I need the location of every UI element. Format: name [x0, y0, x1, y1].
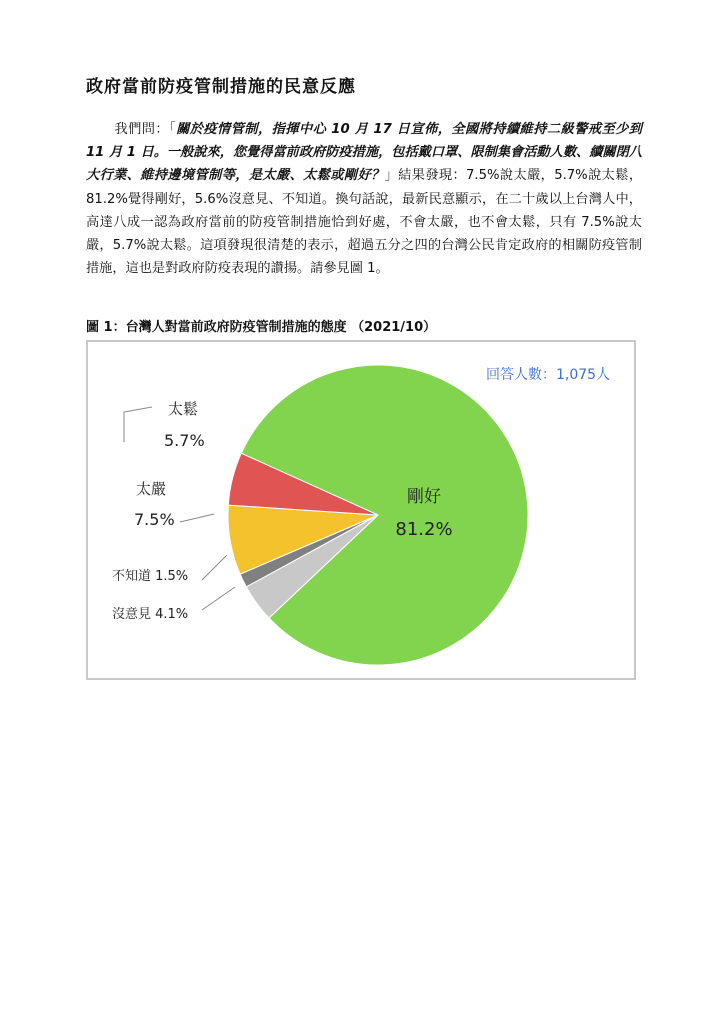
leader-line-too-strict	[180, 514, 214, 522]
label-just-right-name: 剛好	[407, 487, 441, 507]
leader-line-dont-know	[202, 555, 227, 580]
leader-line-no-opinion	[202, 587, 235, 610]
leader-line-too-loose	[124, 407, 152, 442]
label-dont-know: 不知道 1.5%	[112, 569, 189, 584]
page-title: 政府當前防疫管制措施的民意反應	[86, 77, 356, 97]
paragraph-results: 結果發現：7.5%說太嚴，5.7%說太鬆，81.2%覺得剛好，5.6%沒意見、不知道。換句話說，最新民意顯示，在二十歲以上台灣人中，高達八成一認為政府當前的防疫管制措施恰到好處，不會太嚴，也不會太鬆，只有 7.5%說太嚴，5.7%說太鬆。這項發現很清楚的表示，超過五分之四的台灣公民肯定政府的相關防疫管制措施，這也是對政府防疫表現的讚揚。請參見圖 1。	[86, 168, 643, 277]
label-too-loose-name: 太鬆	[168, 400, 199, 418]
label-too-loose-value: 5.7%	[164, 431, 205, 450]
body-paragraph	[86, 118, 642, 280]
paragraph-close-quote: 」	[384, 168, 399, 184]
pie-chart	[88, 342, 634, 678]
label-too-strict-name: 太嚴	[136, 480, 167, 498]
paragraph-lead: 我們問：「	[114, 122, 177, 137]
label-just-right-value: 81.2%	[395, 519, 453, 540]
label-no-opinion: 沒意見 4.1%	[112, 607, 189, 622]
pie-chart-frame	[86, 340, 636, 680]
respondents-note: 回答人數：1,075人	[486, 367, 611, 383]
figure-caption: 圖 1：台灣人對當前政府防疫管制措施的態度 （2021/10）	[86, 320, 437, 335]
survey-question: 關於疫情管制，指揮中心 10 月 17 日宣佈，全國將持續維持二級警戒至少到 11 月 1 日。一般說來，您覺得當前政府防疫措施，包括戴口罩、限制集會活動人數、續關閉八大行業、維持邊境管制等，是太嚴、太鬆或剛好？	[86, 122, 642, 184]
label-too-strict-value: 7.5%	[134, 510, 175, 529]
